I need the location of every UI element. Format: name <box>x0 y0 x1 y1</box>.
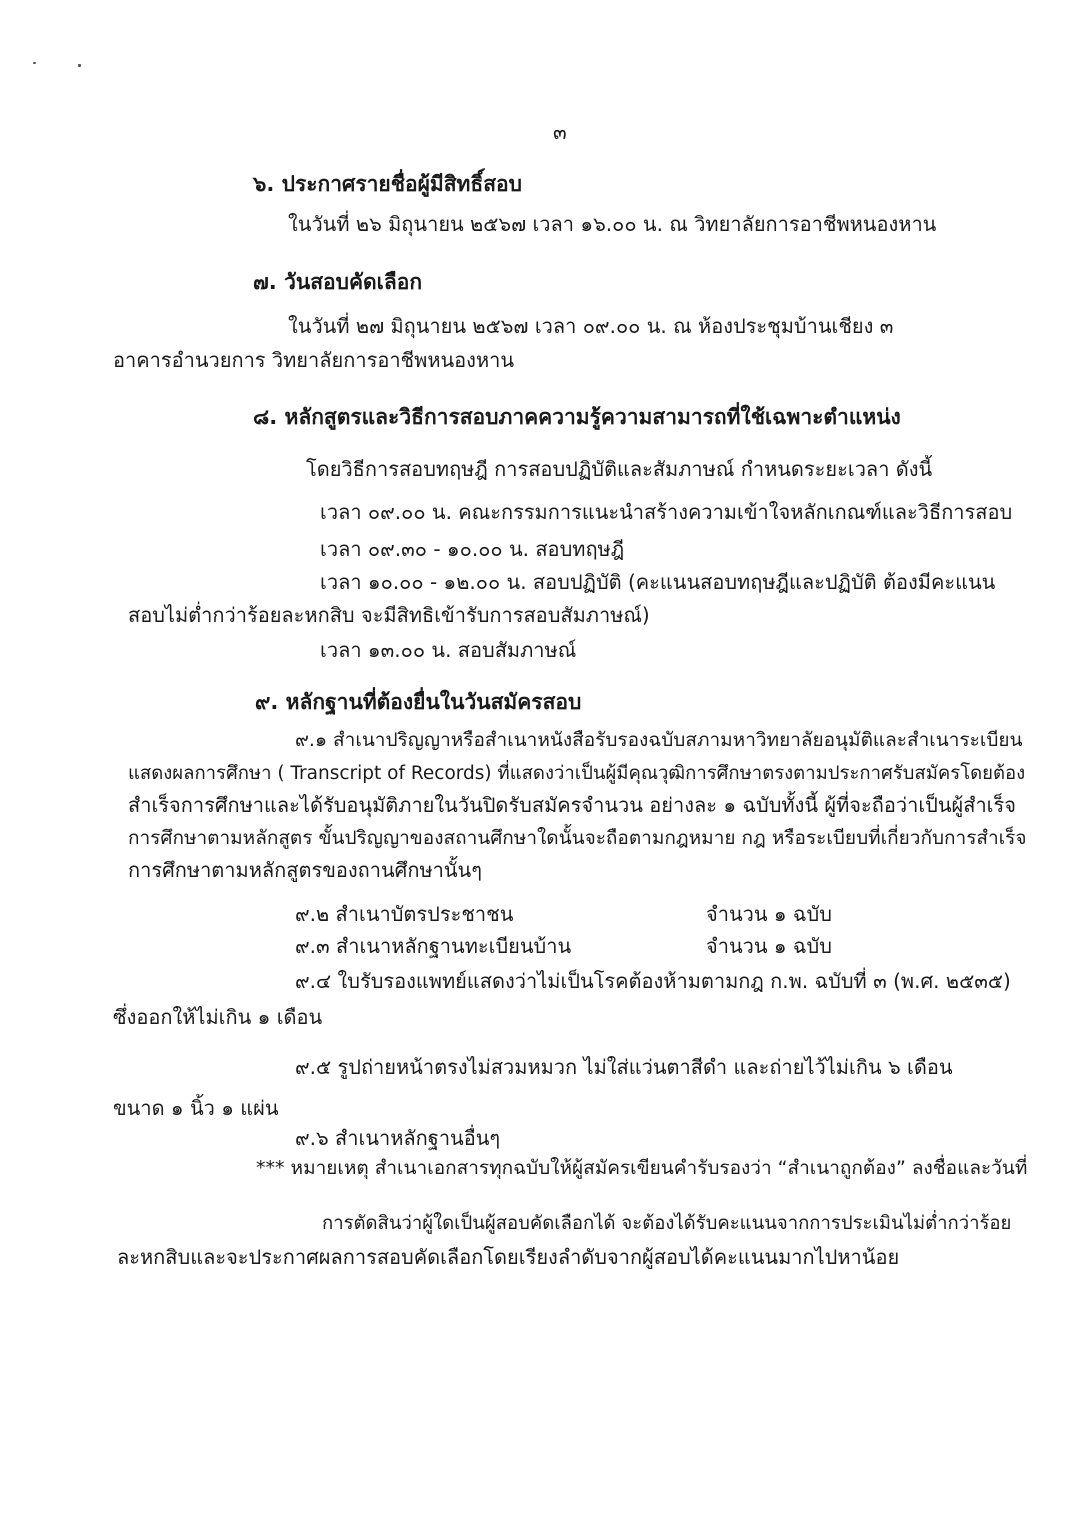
section-8-intro: โดยวิธีการสอบทฤษฎี การสอบปฏิบัติและสัมภาษณ์ กำหนดระยะเวลา ดังนี้ <box>306 457 933 481</box>
requirement-item: ๙.๕ รูปถ่ายหน้าตรงไม่สวมหมวก ไม่ใส่แว่นตาสีดำ และถ่ายไว้ไม่เกิน ๖ เดือน <box>295 1055 953 1079</box>
conclusion-line: ละหกสิบและจะประกาศผลการสอบคัดเลือกโดยเรียงลำดับจากผู้สอบได้คะแนนมากไปหาน้อย <box>117 1245 900 1269</box>
scan-speck <box>33 62 36 64</box>
schedule-line: เวลา ๐๙.๓๐ - ๑๐.๐๐ น. สอบทฤษฎี <box>320 537 625 561</box>
requirement-item: ๙.๑ สำเนาปริญญาหรือสำเนาหนังสือรับรองฉบับสภามหาวิทยาลัยอนุมัติและสำเนาระเบียน <box>295 729 1023 751</box>
requirement-item: ๙.๔ ใบรับรองแพทย์แสดงว่าไม่เป็นโรคต้องห้ามตามกฎ ก.พ. ฉบับที่ ๓ (พ.ศ. ๒๕๓๕) <box>295 969 1011 993</box>
section-7-line: ในวันที่ ๒๗ มิถุนายน ๒๕๖๗ เวลา ๐๙.๐๐ น. ณ ห้องประชุมบ้านเชียง ๓ <box>288 314 894 338</box>
page-number: ๓ <box>553 120 567 144</box>
requirement-item-quantity: จำนวน ๑ ฉบับ <box>706 902 832 926</box>
requirement-item: สำเร็จการศึกษาและได้รับอนุมัติภายในวันปิดรับสมัครจำนวน อย่างละ ๑ ฉบับทั้งนี้ ผู้ที่จะถือว่าเป็นผู้สำเร็จ <box>128 793 1016 817</box>
requirement-item: การศึกษาตามหลักสูตรของถานศึกษานั้นๆ <box>128 858 482 882</box>
requirement-item: การศึกษาตามหลักสูตร ขั้นปริญญาของสถานศึกษาใดนั้นจะถือตามกฎหมาย กฎ หรือระเบียบที่เกี่ยวกับการสำเร็จ <box>128 827 1027 849</box>
requirement-item-label: ๙.๒ สำเนาบัตรประชาชน <box>295 902 514 926</box>
requirement-item-label: ๙.๓ สำเนาหลักฐานทะเบียนบ้าน <box>295 934 572 958</box>
section-6-line: ในวันที่ ๒๖ มิถุนายน ๒๕๖๗ เวลา ๑๖.๐๐ น. ณ วิทยาลัยการอาชีพหนองหาน <box>288 212 937 236</box>
section-7-line: อาคารอำนวยการ วิทยาลัยการอาชีพหนองหาน <box>113 348 515 372</box>
requirement-item: ซึ่งออกให้ไม่เกิน ๑ เดือน <box>113 1005 323 1029</box>
requirement-item-quantity: จำนวน ๑ ฉบับ <box>706 934 832 958</box>
schedule-line: เวลา ๑๓.๐๐ น. สอบสัมภาษณ์ <box>320 638 577 662</box>
schedule-line: สอบไม่ต่ำกว่าร้อยละหกสิบ จะมีสิทธิเข้ารับการสอบสัมภาษณ์) <box>128 603 650 627</box>
conclusion-line: การตัดสินว่าผู้ใดเป็นผู้สอบคัดเลือกได้ จะต้องได้รับคะแนนจากการประเมินไม่ต่ำกว่าร้อย <box>322 1213 1012 1234</box>
requirement-item: แสดงผลการศึกษา ( Transcript of Records) ที่แสดงว่าเป็นผู้มีคุณวุฒิการศึกษาตรงตามประกาศรับสมัครโดยต้อง <box>128 763 1026 784</box>
section-7-heading: ๗. วันสอบคัดเลือก <box>253 270 423 294</box>
requirement-item: ๙.๖ สำเนาหลักฐานอื่นๆ <box>295 1126 501 1150</box>
section-8-heading: ๘. หลักสูตรและวิธีการสอบภาคความรู้ความสามารถที่ใช้เฉพาะตำแหน่ง <box>253 405 901 429</box>
section-6-heading: ๖. ประกาศรายชื่อผู้มีสิทธิ์สอบ <box>253 172 522 196</box>
requirement-item: ขนาด ๑ นิ้ว ๑ แผ่น <box>113 1096 279 1120</box>
section-9-heading: ๙. หลักฐานที่ต้องยื่นในวันสมัครสอบ <box>255 690 582 714</box>
remark-note: *** หมายเหตุ สำเนาเอกสารทุกฉบับให้ผู้สมัครเขียนคำรับรองว่า “สำเนาถูกต้อง” ลงชื่อและวันที่ <box>256 1157 1028 1179</box>
schedule-line: เวลา ๑๐.๐๐ - ๑๒.๐๐ น. สอบปฏิบัติ (คะแนนสอบทฤษฎีและปฏิบัติ ต้องมีคะแนน <box>320 570 996 594</box>
scan-speck <box>78 64 81 67</box>
schedule-line: เวลา ๐๙.๐๐ น. คณะกรรมการแนะนำสร้างความเข้าใจหลักเกณฑ์และวิธีการสอบ <box>320 500 1013 524</box>
